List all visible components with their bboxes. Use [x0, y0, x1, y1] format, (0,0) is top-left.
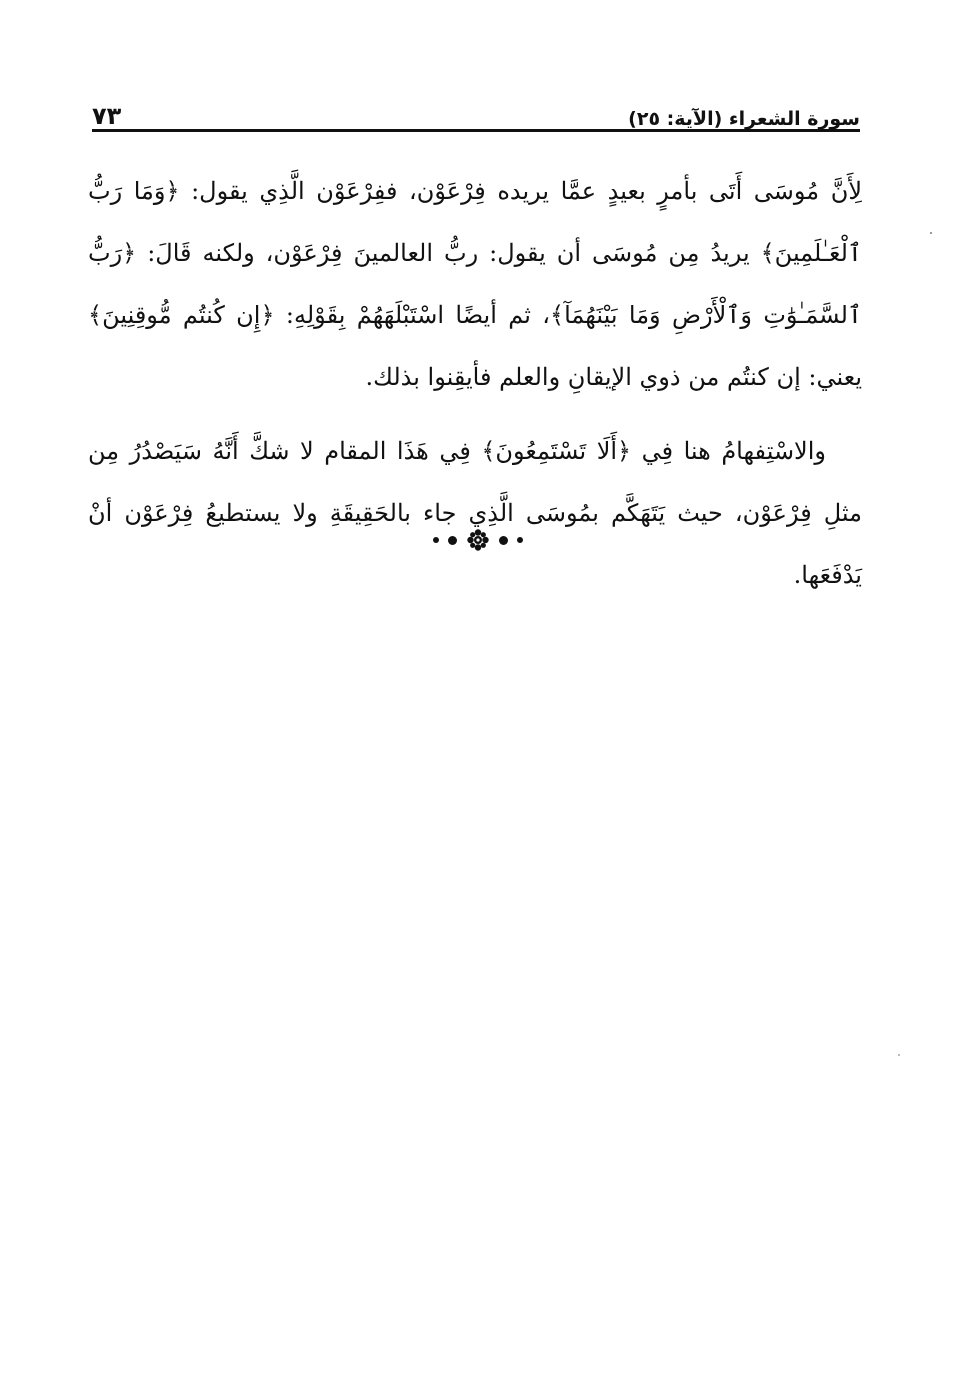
section-divider-ornament: [418, 526, 538, 554]
text-segment: فِي هَذَا المقام لا شكَّ أَنَّهُ سَيَصْدُرُ مِن مثلِ فِرْعَوْن، حيث يَتَهَكَّم بمُوسَى الَّذِي جاء بالحَقِيقَةِ ولا يستطيعُ فِرْعَوْن أنْ يَدْفَعَها.: [88, 437, 862, 589]
quran-quote: ﴿رَبُّ ٱلسَّمَـٰوَٰتِ وَٱلْأَرْضِ وَمَا بَيْنَهُمَآ﴾: [88, 239, 862, 329]
paragraph: [88, 160, 862, 408]
divider-dot: [448, 536, 457, 545]
scan-speck: [898, 1054, 900, 1056]
quran-quote: ﴿وَمَا رَبُّ ٱلْعَـٰلَمِينَ﴾: [88, 177, 862, 267]
rosette-icon: [466, 528, 490, 552]
quran-quote: ﴿إِن كُنتُم مُّوقِنِينَ﴾: [88, 301, 275, 329]
quran-quote: ﴿أَلَا تَسْتَمِعُونَ﴾: [481, 437, 632, 465]
text-segment: والاسْتِفهامُ هنا فِي: [631, 437, 826, 465]
text-segment: يريدُ مِن مُوسَى أن يقول: ربُّ العالمينَ فِرْعَوْن، ولكنه قَالَ:: [136, 239, 761, 267]
text-segment: لِأَنَّ مُوسَى أَتَى بأمرٍ بعيدٍ عمَّا يريده فِرْعَوْن، ففِرْعَوْن الَّذِي يقول:: [179, 177, 862, 205]
running-title: سورة الشعراء (الآية: ٢٥): [628, 108, 860, 130]
text-segment: يعني: إن كنتُم من ذوي الإيقانِ والعلم فأيقِنوا بذلك.: [365, 363, 862, 391]
divider-dot: [433, 537, 439, 543]
header-rule: [92, 129, 860, 132]
page-header: [92, 96, 860, 130]
divider-dot: [517, 537, 523, 543]
text-segment: ، ثم أيضًا اسْتَبْلَهَهُمْ بِقَوْلِهِ:: [274, 301, 551, 329]
divider-dot: [499, 536, 508, 545]
paragraph: [88, 420, 862, 606]
scan-speck: [930, 232, 932, 234]
page-number: ٧٣: [92, 102, 122, 130]
